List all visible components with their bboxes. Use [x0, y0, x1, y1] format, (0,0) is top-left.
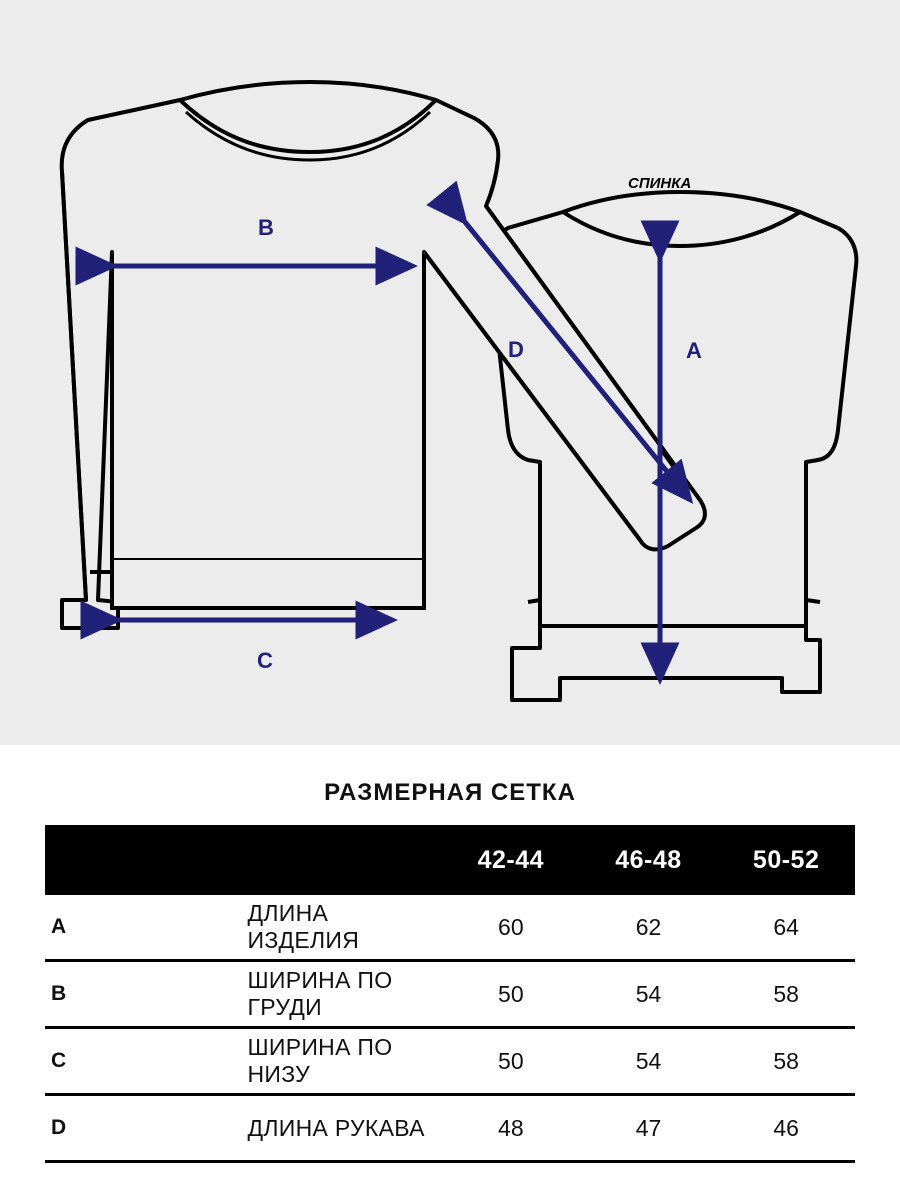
row-d-value-46-48: 47: [580, 1095, 718, 1162]
row-b-value-50-52: 58: [717, 961, 855, 1028]
back-label: СПИНКА: [628, 175, 692, 192]
row-c-value-42-44: 50: [442, 1028, 580, 1095]
row-code-a: A: [45, 895, 244, 961]
row-a-value-50-52: 64: [717, 895, 855, 961]
dimension-label-c: C: [257, 648, 273, 673]
header-size-46-48: 46-48: [580, 825, 718, 895]
row-b-value-46-48: 54: [580, 961, 718, 1028]
row-b-value-42-44: 50: [442, 961, 580, 1028]
row-a-value-46-48: 62: [580, 895, 718, 961]
table-row: [45, 961, 855, 1028]
row-c-value-46-48: 54: [580, 1028, 718, 1095]
row-name-c: ШИРИНА ПО НИЗУ: [244, 1028, 443, 1095]
table-row: [45, 1095, 855, 1162]
row-name-d: ДЛИНА РУКАВА: [244, 1095, 443, 1162]
dimension-label-b: B: [258, 215, 274, 240]
dimension-label-a: A: [686, 338, 702, 363]
size-table: [45, 825, 855, 1163]
row-code-c: C: [45, 1028, 244, 1095]
back-sweatshirt-outline: [490, 192, 857, 700]
row-code-d: D: [45, 1095, 244, 1162]
header-size-50-52: 50-52: [717, 825, 855, 895]
row-d-value-50-52: 46: [717, 1095, 855, 1162]
table-row: [45, 1028, 855, 1095]
row-a-value-42-44: 60: [442, 895, 580, 961]
row-name-b: ШИРИНА ПО ГРУДИ: [244, 961, 443, 1028]
header-size-42-44: 42-44: [442, 825, 580, 895]
row-d-value-42-44: 48: [442, 1095, 580, 1162]
header-measurement: [45, 825, 442, 895]
dimension-label-d: D: [508, 337, 524, 362]
size-table-body: [45, 895, 855, 1162]
size-table-head: [45, 825, 855, 895]
size-table-title: РАЗМЕРНАЯ СЕТКА: [324, 779, 576, 806]
row-code-b: B: [45, 961, 244, 1028]
row-name-a: ДЛИНА ИЗДЕЛИЯ: [244, 895, 443, 961]
table-row: [45, 895, 855, 961]
row-c-value-50-52: 58: [717, 1028, 855, 1095]
size-table-section: [0, 745, 900, 1200]
table-header-row: [45, 825, 855, 895]
